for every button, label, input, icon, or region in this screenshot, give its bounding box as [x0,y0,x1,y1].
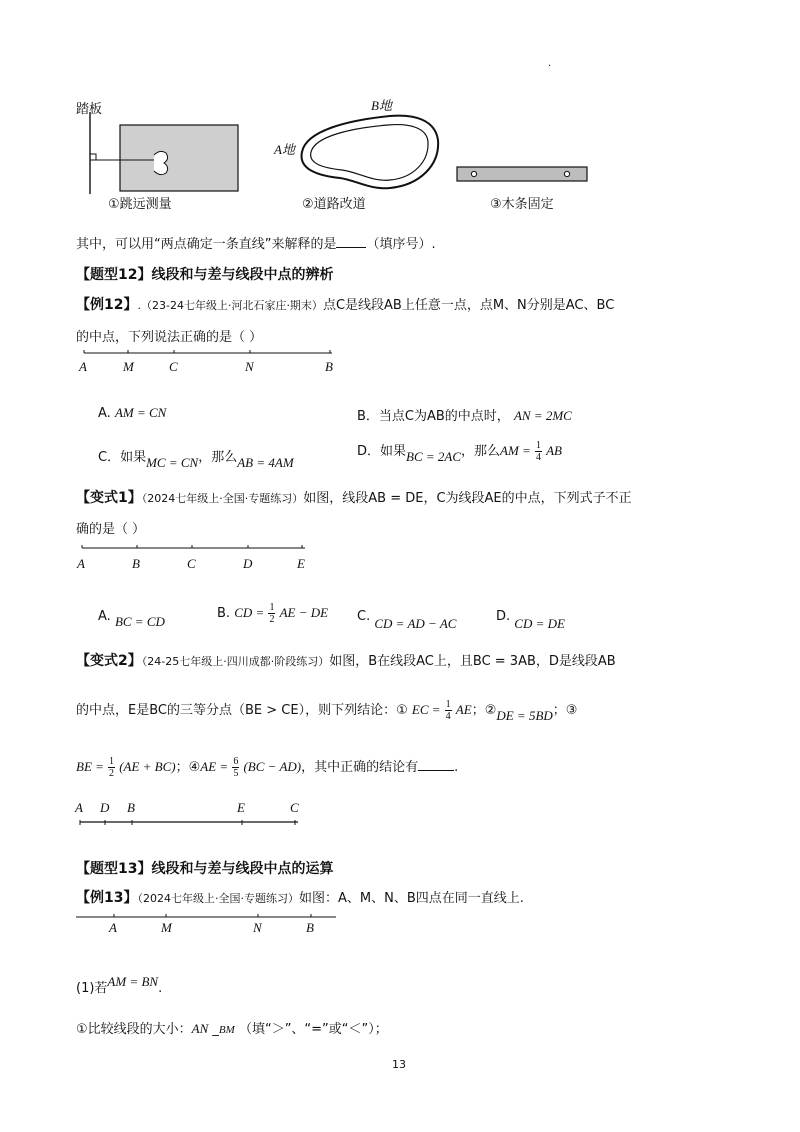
var1-option-b-letter: B. [217,606,231,621]
var2-line2 [76,699,756,722]
ex12-option-a-letter: A. [98,406,111,421]
frac-num: 1 [269,602,275,613]
ex12-option-b[interactable] [357,405,572,424]
var1-option-b[interactable] [217,602,328,625]
ex13-part1a [76,1018,388,1037]
ex13-stem1: 如图：A、M、N、B四点在同一直线上. [298,891,524,906]
ex12-option-d-expr2-post: AB [546,443,562,458]
frac-num: 1 [535,440,541,451]
label-pedal: 踏板 [76,102,103,117]
var1-option-c-letter: C. [357,609,371,624]
var2-sep3: ；④ [175,760,201,775]
ex13-segment-svg [74,908,344,942]
frac-num: 6 [233,756,239,767]
var2-c1-post: AE [455,702,472,717]
point-label-b: B [325,359,333,374]
ex12-segment [76,345,346,385]
point-label-a: A [77,556,85,571]
var2-c3-fraction [108,756,115,779]
q11-text: 其中，可以用“两点确定一条直线”来解释的是 [76,237,337,252]
ex13-part1a-expr1: AN [191,1021,209,1036]
ex13-source: （2024七年级上·全国·专题练习） [137,892,299,905]
ex12-option-b-text: B．当点C为AB的中点时， [357,409,510,424]
ex12-option-c[interactable] [98,446,294,470]
var1-source: （2024七年级上·全国·专题练习） [141,492,304,505]
var2-c4-post: (BC − AD) [243,759,302,774]
point-label-n: N [245,359,254,374]
var1-segment [76,540,326,580]
var1-option-c[interactable] [357,608,457,631]
var2-tag: 【变式2】 [76,653,142,669]
road-figure [302,116,439,189]
var1-stem1: 如图，线段AB = DE，C为线段AE的中点，下列式子不正 [303,491,632,506]
caption-wood: ③木条固定 [490,197,554,212]
frac-den: 2 [269,614,275,625]
point-label-b: B [306,920,314,935]
caption-long-jump: ①跳远测量 [108,197,172,212]
caption-road: ②道路改道 [302,197,366,212]
ex12-option-d-text: D．如果 [357,444,407,459]
type13-heading: 【题型13】线段和与差与线段中点的运算 [76,861,334,877]
q11-answer-line [76,233,436,252]
ex12-option-c-mid: ，那么 [198,450,238,465]
point-label-c: C [290,800,299,815]
var1-option-d[interactable] [496,608,565,631]
var1-option-d-expr: CD = DE [514,616,565,631]
var1-option-d-letter: D. [496,609,511,624]
ex12-line1 [76,294,736,314]
var2-source: （24-25七年级上·四川成都·阶段练习） [141,655,330,668]
ex12-option-d-expr2-pre: AM = [500,443,531,458]
ex13-part1-expr: AM = BN [107,974,159,989]
ex13-part1a-expr2: BM [218,1024,235,1036]
var2-c2: DE = 5BD [496,708,553,723]
type12-heading: 【题型12】线段和与差与线段中点的辨析 [76,267,334,283]
var1-option-b-fraction [268,602,275,625]
ex13-segment [74,908,344,946]
point-label-n: N [253,920,262,935]
top-dot: . [548,58,552,69]
ex12-stem1: 点C是线段AB上任意一点，点M、N分别是AC、BC [322,298,615,313]
ex12-option-d-expr1: BC = 2AC [406,449,462,464]
var1-line2: 确的是（ ） [76,522,146,537]
var2-stem2b: E是BC的三等分点（BE > CE），则下列结论：① [128,703,408,718]
var2-c3-post: (AE + BC) [119,759,176,774]
var1-option-a-letter: A. [98,609,111,624]
ex13-part1a-post: （填“＞”、“=”或“＜”）； [238,1022,388,1037]
frac-den: 4 [445,711,451,722]
ex12-option-a-expr: AM = CN [114,405,167,420]
point-label-b: B [127,800,135,815]
var2-segment [72,800,312,834]
ex13-part1a-blank[interactable]: _ [212,1022,219,1037]
ex12-tag: 【例12】 [76,297,138,313]
ex12-option-c-expr2: AB = 4AM [237,455,294,470]
var2-segment-svg [72,800,312,830]
var2-c4-pre: AE = [200,759,229,774]
ex12-option-c-expr1: MC = CN [146,455,199,470]
ex12-source: .（23-24七年级上·河北石家庄·期末） [137,299,323,312]
point-label-c: C [187,556,196,571]
var2-c1-pre: EC = [411,702,441,717]
var2-sep1: ；② [471,703,497,718]
point-label-d: D [100,800,110,815]
ex13-line1 [76,887,736,907]
ex12-option-b-expr: AN = 2MC [513,408,572,423]
var2-sep2: ；③ [552,703,578,718]
var1-option-a[interactable] [98,608,165,629]
point-label-m: M [123,359,134,374]
label-b-place: B地 [371,98,392,113]
var1-line1 [76,487,736,507]
frac-num: 1 [109,756,115,767]
var1-tag: 【变式1】 [76,490,142,506]
point-label-a: A [109,920,117,935]
ex13-tag: 【例13】 [76,890,138,906]
point-label-b: B [132,556,140,571]
ex12-segment-svg [76,345,346,381]
frac-num: 1 [445,699,451,710]
var1-option-a-expr: BC = CD [114,614,165,629]
page-number: 13 [392,1058,406,1071]
ex12-option-a[interactable] [98,405,166,421]
ex12-option-c-text: C．如果 [98,450,147,465]
var1-option-b-post: AE − DE [279,605,329,620]
ex12-option-d-fraction [535,440,542,463]
ex12-option-d-mid: ，那么 [461,444,501,459]
var2-line1 [76,650,746,670]
wood-strip-figure [457,167,587,181]
ex13-part1 [76,971,163,996]
ex12-option-d[interactable] [357,440,562,463]
point-label-c: C [169,359,178,374]
point-label-a: A [75,800,83,815]
var2-stem2a: 的中点， [76,703,129,718]
var2-c3-pre: BE = [76,759,104,774]
var2-blank [418,758,454,771]
frac-den: 5 [233,768,239,779]
var2-stem1: 如图，B在线段AC上，且BC = 3AB，D是线段AB [329,654,616,669]
q11-blank [336,235,366,248]
var2-c1-fraction [445,699,452,722]
long-jump-figure [90,112,238,194]
ex13-part1a-pre: ①比较线段的大小： [76,1022,192,1037]
point-label-m: M [161,920,172,935]
var2-tail: ，其中正确的结论有 [301,760,419,775]
point-label-e: E [237,800,245,815]
point-label-a: A [79,359,87,374]
label-a-place: A地 [274,142,295,157]
var1-segment-svg [76,540,326,576]
frac-den: 2 [109,768,115,779]
point-label-e: E [297,556,305,571]
frac-den: 4 [535,452,541,463]
ex12-line2: 的中点，下列说法正确的是（ ） [76,330,263,345]
var2-end: . [454,760,459,775]
q11-tail: （填序号）. [366,237,436,252]
var2-line3 [76,756,756,779]
var1-option-c-expr: CD = AD − AC [374,616,457,631]
var2-c4-fraction [232,756,239,779]
var1-option-b-pre: CD = [234,605,265,620]
point-label-d: D [243,556,253,571]
ex13-part1-pre: (1)若 [76,981,108,996]
ex13-part1-post: . [158,981,163,996]
